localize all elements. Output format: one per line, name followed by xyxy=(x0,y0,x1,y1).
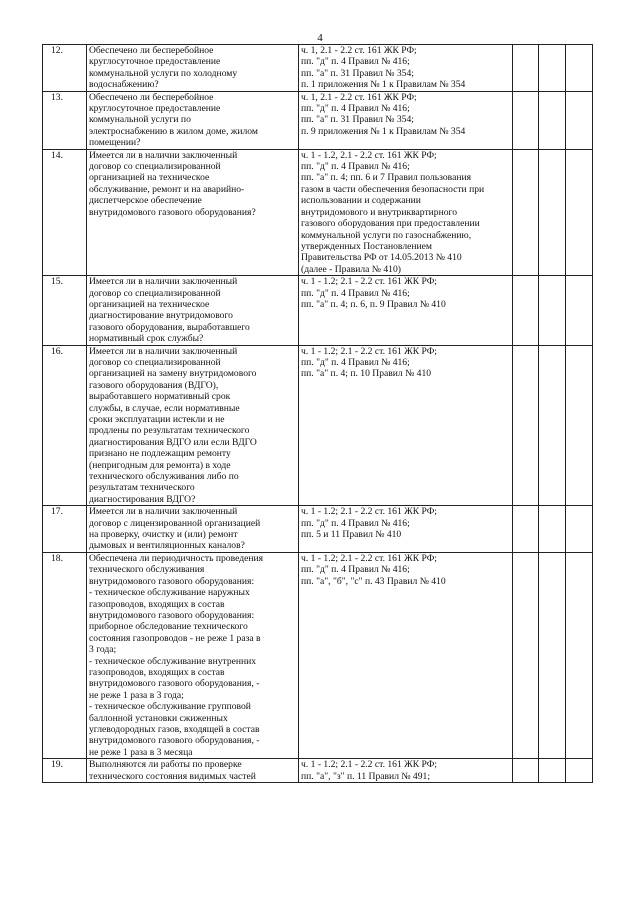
question-cell xyxy=(87,506,299,553)
reference-text: ч. 1, 2.1 - 2.2 ст. 161 ЖК РФ; xyxy=(301,45,417,56)
question-text: Имеется ли в наличии заключенный xyxy=(89,276,238,288)
answer-no-cell xyxy=(539,759,566,783)
question-text: внутридомового газового оборудования, - xyxy=(89,678,260,690)
table-row xyxy=(43,276,593,345)
answer-no-cell xyxy=(539,91,566,149)
question-cell xyxy=(87,45,299,92)
question-text: газового оборудования, выработавшего xyxy=(89,321,250,333)
answer-no-cell xyxy=(539,345,566,506)
reference-text: ч. 1 - 1.2; 2.1 - 2.2 ст. 161 ЖК РФ; xyxy=(301,506,437,518)
table-row xyxy=(43,506,593,553)
question-text: Обеспечена ли периодичность проведения xyxy=(89,552,264,564)
question-text: диагностирования ВДГО или если ВДГО xyxy=(89,436,257,448)
answer-na-cell xyxy=(566,45,593,92)
question-text: Обеспечено ли бесперебойное xyxy=(89,45,214,56)
row-number: 16. xyxy=(43,345,87,506)
reference-text: пп. 5 и 11 Правил № 410 xyxy=(301,529,402,541)
question-text: диспетчерское обеспечение xyxy=(89,195,202,207)
reference-text: ч. 1 - 1.2; 2.1 - 2.2 ст. 161 ЖК РФ; xyxy=(301,345,437,357)
answer-na-cell xyxy=(566,506,593,553)
answer-yes-cell xyxy=(513,759,539,783)
reference-text: утвержденных Постановлением xyxy=(301,240,432,252)
question-text: внутридомового газового оборудования: xyxy=(89,609,255,621)
question-text: 3 года; xyxy=(89,644,117,656)
answer-na-cell xyxy=(566,91,593,149)
reference-text: ч. 1 - 1.2; 2.1 - 2.2 ст. 161 ЖК РФ; xyxy=(301,276,437,288)
answer-yes-cell xyxy=(513,91,539,149)
question-text: коммунальной услуги по xyxy=(89,114,191,126)
question-text: внутридомового газового оборудования: xyxy=(89,575,255,587)
row-number: 19. xyxy=(43,759,87,783)
question-text: коммунальной услуги по холодному xyxy=(89,67,238,79)
question-text: (непригодным для ремонта) в ходе xyxy=(89,459,231,471)
question-text: диагностирования ВДГО? xyxy=(89,493,196,505)
answer-no-cell xyxy=(539,552,566,758)
question-text: нормативный срок службы? xyxy=(89,333,204,345)
question-text: продлены по результатам технического xyxy=(89,425,250,437)
reference-text: пп. "д" п. 4 Правил № 416; xyxy=(301,103,410,115)
reference-text: ч. 1 - 1.2; 2.1 - 2.2 ст. 161 ЖК РФ; xyxy=(301,552,437,564)
question-text: баллонной установки сжиженных xyxy=(89,712,228,724)
question-text: технического обслуживания либо по xyxy=(89,471,239,483)
reference-text: газом в части обеспечения безопасности при xyxy=(301,183,485,195)
question-text: организацией на техническое xyxy=(89,172,210,184)
question-text: круглосуточное предоставление xyxy=(89,103,221,115)
answer-no-cell xyxy=(539,45,566,92)
reference-cell xyxy=(299,45,513,92)
question-text: - техническое обслуживание наружных xyxy=(89,587,250,599)
answer-yes-cell xyxy=(513,45,539,92)
reference-text: пп. "д" п. 4 Правил № 416; xyxy=(301,356,410,368)
reference-cell xyxy=(299,759,513,783)
answer-na-cell xyxy=(566,276,593,345)
reference-text: пп. "а", "з" п. 11 Правил № 491; xyxy=(301,770,430,782)
question-text: газопроводов, входящих в состав xyxy=(89,666,225,678)
page-number: 4 xyxy=(317,32,323,44)
reference-text: пп. "а", "б", "с" п. 43 Правил № 410 xyxy=(301,575,446,587)
reference-text: использовании и содержании xyxy=(301,195,421,207)
question-text: организацией на техническое xyxy=(89,298,210,310)
reference-text: пп. "д" п. 4 Правил № 416; xyxy=(301,564,410,576)
reference-text: пп. "а" п. 4; п. 6, п. 9 Правил № 410 xyxy=(301,298,446,310)
question-cell xyxy=(87,276,299,345)
table-row xyxy=(43,345,593,506)
question-text: водоснабжению? xyxy=(89,79,159,91)
question-cell xyxy=(87,759,299,783)
reference-text: пп. "а" п. 31 Правил № 354; xyxy=(301,114,414,126)
reference-text: ч. 1 - 1.2, 2.1 - 2.2 ст. 161 ЖК РФ; xyxy=(301,149,437,161)
question-text: договор со специализированной xyxy=(89,287,221,299)
answer-yes-cell xyxy=(513,149,539,275)
answer-yes-cell xyxy=(513,506,539,553)
question-text: на проверку, очистку и (или) ремонт xyxy=(89,529,238,541)
answer-na-cell xyxy=(566,345,593,506)
question-text: состояния газопроводов - не реже 1 раза в xyxy=(89,632,261,644)
row-number: 13. xyxy=(43,91,87,149)
reference-text: пп. "а" п. 4; п. 10 Правил № 410 xyxy=(301,368,432,380)
question-text: не реже 1 раза в 3 года; xyxy=(89,689,184,701)
reference-text: пп. "а" п. 31 Правил № 354; xyxy=(301,67,414,79)
answer-no-cell xyxy=(539,506,566,553)
answer-yes-cell xyxy=(513,552,539,758)
reference-text: пп. "д" п. 4 Правил № 416; xyxy=(301,287,410,299)
question-text: технического обслуживания xyxy=(89,564,205,576)
question-text: газового оборудования (ВДГО), xyxy=(89,379,219,391)
question-text: организацией на замену внутридомового xyxy=(89,368,257,380)
question-text: приборное обследование технического xyxy=(89,621,248,633)
table-row xyxy=(43,759,593,783)
question-text: - техническое обслуживание групповой xyxy=(89,701,251,713)
question-cell xyxy=(87,149,299,275)
reference-cell xyxy=(299,506,513,553)
answer-no-cell xyxy=(539,276,566,345)
question-text: Имеется ли в наличии заключенный xyxy=(89,506,238,518)
question-text: Имеется ли в наличии заключенный xyxy=(89,149,238,161)
question-text: внутридомового газового оборудования? xyxy=(89,206,256,218)
row-number: 18. xyxy=(43,552,87,758)
question-text: результатам технического xyxy=(89,482,195,494)
reference-cell xyxy=(299,276,513,345)
reference-text: пп. "д" п. 4 Правил № 416; xyxy=(301,161,410,173)
question-text: электроснабжению в жилом доме, жилом xyxy=(89,125,258,137)
question-text: не реже 1 раза в 3 месяца xyxy=(89,746,193,758)
question-cell xyxy=(87,91,299,149)
question-text: - техническое обслуживание внутренних xyxy=(89,655,257,667)
answer-yes-cell xyxy=(513,345,539,506)
question-text: договор с лицензированной организацией xyxy=(89,517,261,529)
row-number: 17. xyxy=(43,506,87,553)
row-number: 14. xyxy=(43,149,87,275)
question-text: внутридомового газового оборудования, - xyxy=(89,735,260,747)
reference-text: внутридомового и внутриквартирного xyxy=(301,206,457,218)
answer-na-cell xyxy=(566,552,593,758)
question-text: диагностирование внутридомового xyxy=(89,310,233,322)
question-text: газопроводов, входящих в состав xyxy=(89,598,225,610)
answer-na-cell xyxy=(566,759,593,783)
answer-no-cell xyxy=(539,149,566,275)
question-text: договор со специализированной xyxy=(89,161,221,173)
reference-text: коммунальной услуги по газоснабжению, xyxy=(301,229,472,241)
answer-na-cell xyxy=(566,149,593,275)
row-number: 15. xyxy=(43,276,87,345)
question-cell xyxy=(87,552,299,758)
reference-text: п. 9 приложения № 1 к Правилам № 354 xyxy=(301,125,466,137)
question-text: Имеется ли в наличии заключенный xyxy=(89,345,238,357)
table-row xyxy=(43,552,593,758)
reference-text: пп. "д" п. 4 Правил № 416; xyxy=(301,56,410,68)
reference-cell xyxy=(299,149,513,275)
question-text: углеводородных газов, входящей в состав xyxy=(89,723,260,735)
table-row xyxy=(43,91,593,149)
question-text: Обеспечено ли бесперебойное xyxy=(89,91,214,103)
question-text: службы, в случае, если нормативные xyxy=(89,402,240,414)
question-text: технического состояния видимых частей xyxy=(89,770,256,782)
table-row xyxy=(43,149,593,275)
question-text: сроки эксплуатации истекли и не xyxy=(89,414,225,425)
checklist-table xyxy=(42,44,593,783)
question-text: признано не подлежащим ремонту xyxy=(89,448,231,460)
reference-text: ч. 1 - 1.2; 2.1 - 2.2 ст. 161 ЖК РФ; xyxy=(301,759,437,771)
reference-cell xyxy=(299,345,513,506)
question-text: круглосуточное предоставление xyxy=(89,56,221,68)
reference-text: (далее - Правила № 410) xyxy=(301,263,401,275)
question-text: помещении? xyxy=(89,137,141,149)
question-text: дымовых и вентиляционных каналов? xyxy=(89,540,245,552)
reference-text: ч. 1, 2.1 - 2.2 ст. 161 ЖК РФ; xyxy=(301,91,417,103)
question-text: выработавшего нормативный срок xyxy=(89,391,231,403)
reference-text: п. 1 приложения № 1 к Правилам № 354 xyxy=(301,79,466,91)
reference-text: газового оборудования при предоставлении xyxy=(301,218,480,230)
answer-yes-cell xyxy=(513,276,539,345)
question-cell xyxy=(87,345,299,506)
question-text: обслуживание, ремонт и на аварийно- xyxy=(89,183,245,195)
table-row xyxy=(43,45,593,92)
row-number: 12. xyxy=(43,45,87,92)
reference-text: пп. "а" п. 4; пп. 6 и 7 Правил пользования xyxy=(301,172,472,184)
reference-cell xyxy=(299,552,513,758)
question-text: договор со специализированной xyxy=(89,356,221,368)
reference-text: Правительства РФ от 14.05.2013 № 410 xyxy=(301,252,462,264)
reference-text: пп. "д" п. 4 Правил № 416; xyxy=(301,517,410,529)
reference-cell xyxy=(299,91,513,149)
question-text: Выполняются ли работы по проверке xyxy=(89,759,242,771)
